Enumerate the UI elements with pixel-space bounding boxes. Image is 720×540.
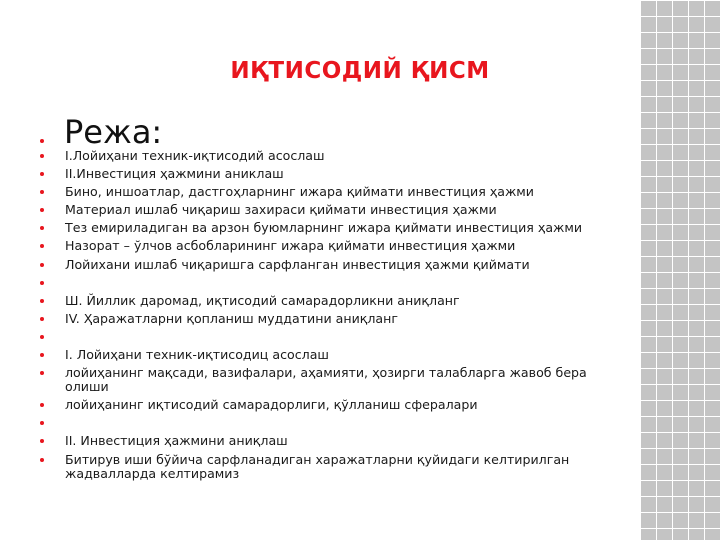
bullet-dot — [40, 353, 44, 357]
list-item-empty — [40, 416, 600, 430]
list-item-text: II. Инвестиция ҳажмини аниқлаш — [65, 433, 288, 449]
list-item-text: I. Лойиҳани техник-иқтисодиц асослаш — [65, 347, 329, 363]
list-item-text: Материал ишлаб чиқариш захираси қиймати инвестиция ҳажми — [65, 202, 497, 218]
bullet-dot — [40, 458, 44, 462]
list-item — [40, 398, 600, 412]
list-item-text: Тез емириладиган ва арзон буюмларнинг ижара қиймати инвестиция ҳажми — [65, 220, 583, 236]
plan-list — [40, 149, 600, 485]
bullet-dot — [40, 226, 44, 230]
bullet-dot — [40, 421, 44, 425]
list-item-text: Битирув иши бўйича сарфланадиган харажатларни қуйидаги келтирилган жадвалларда келтирамиз — [65, 451, 570, 481]
list-item — [40, 149, 600, 163]
list-item-text: II.Инвестиция ҳажмини аниклаш — [65, 166, 284, 182]
list-item — [40, 185, 600, 199]
list-item — [40, 221, 600, 235]
bullet-dot — [40, 281, 44, 285]
bullet-dot — [40, 244, 44, 248]
bullet-dot — [40, 139, 44, 143]
list-item — [40, 239, 600, 253]
plan-heading: Режа: — [64, 113, 163, 151]
list-item-empty — [40, 276, 600, 290]
bullet-dot — [40, 208, 44, 212]
list-item — [40, 203, 600, 217]
list-item-text: IV. Ҳаражатларни қопланиш муддатини аниқланг — [65, 310, 398, 326]
list-item — [40, 294, 600, 308]
list-item-text: лойиҳанинг мақсади, вазифалари, аҳамияти, ҳозирги талабларга жавоб бера олиши — [65, 365, 587, 395]
grid-panel — [640, 0, 720, 540]
bullet-dot — [40, 299, 44, 303]
bullet-dot — [40, 154, 44, 158]
slide-title: ИҚТИСОДИЙ ҚИСМ — [230, 58, 490, 84]
list-item — [40, 348, 600, 362]
bullet-dot — [40, 371, 44, 375]
list-item-text: Лойихани ишлаб чиқаришга сарфланган инвестиция ҳажми қиймати — [65, 256, 530, 272]
list-item-text: Бино, иншоатлар, дастгоҳларнинг ижара қиймати инвестиция ҳажми — [65, 184, 534, 200]
list-item-empty — [40, 330, 600, 344]
list-item — [40, 312, 600, 326]
list-item-text: I.Лойиҳани техник-иқтисодий асослаш — [65, 148, 325, 163]
list-item-text: Ш. Йиллик даромад, иқтисодий самарадорликни аниқланг — [65, 292, 460, 308]
list-item — [40, 453, 600, 481]
bullet-dot — [40, 263, 44, 267]
list-item-text: лойиҳанинг иқтисодий самарадорлиги, қўлланиш сфералари — [65, 397, 478, 413]
list-item-text: Назорат – ўлчов асбобларининг ижара қиймати инвестиция ҳажми — [65, 238, 516, 254]
bullet-dot — [40, 335, 44, 339]
list-item — [40, 167, 600, 181]
list-item — [40, 366, 600, 394]
bullet-dot — [40, 317, 44, 321]
bullet-dot — [40, 190, 44, 194]
bullet-dot — [40, 439, 44, 443]
bullet-dot — [40, 403, 44, 407]
bullet-dot — [40, 172, 44, 176]
list-item — [40, 434, 600, 448]
list-item — [40, 258, 600, 272]
